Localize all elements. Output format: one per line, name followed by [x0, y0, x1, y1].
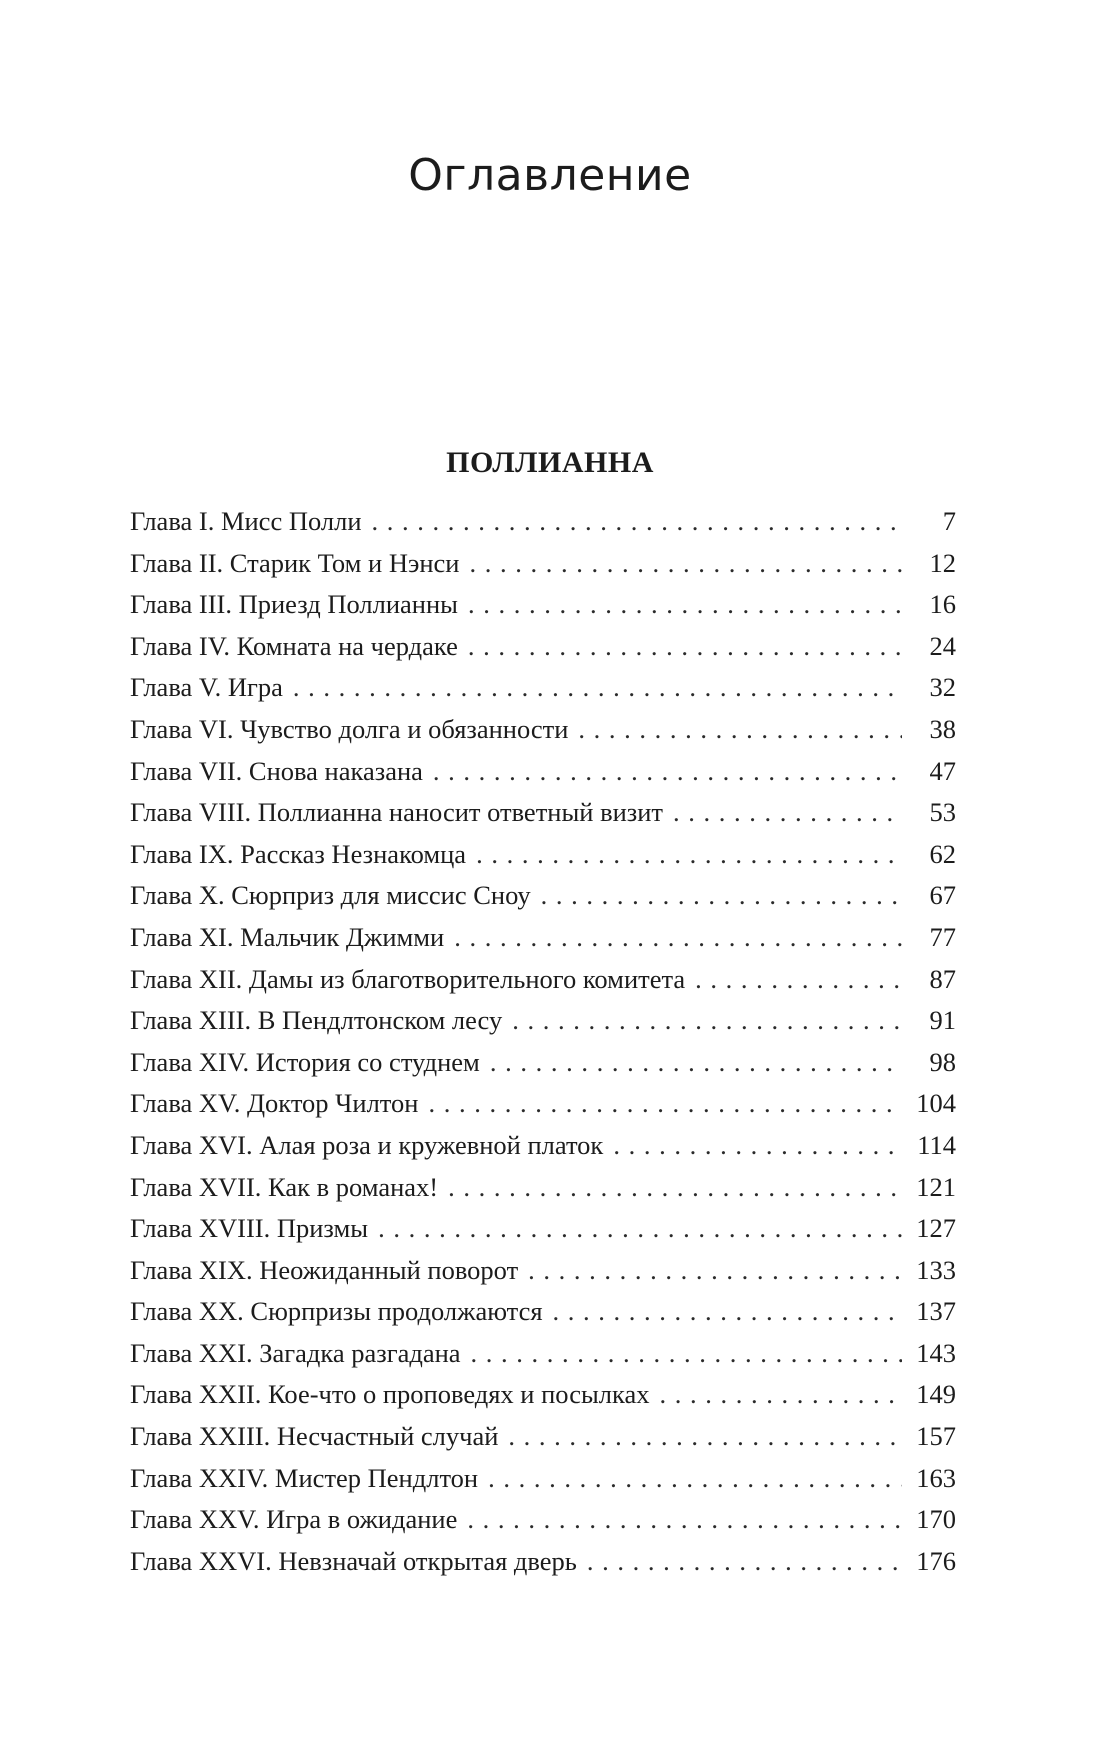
toc-entry-title: Глава XI. Мальчик Джимми — [130, 921, 445, 952]
dot-leader — [512, 1000, 902, 1042]
toc-entry[interactable] — [130, 917, 956, 959]
toc-entry-page-number: 32 — [929, 672, 956, 703]
toc-entry-title: Глава VI. Чувство долга и обязанности — [130, 713, 569, 744]
dot-leader — [433, 751, 902, 793]
toc-entry[interactable] — [130, 1291, 956, 1333]
toc-entry-title: Глава IX. Рассказ Незнакомца — [130, 838, 467, 869]
toc-entry-page-number: 170 — [916, 1504, 956, 1535]
toc-entry-title: Глава XII. Дамы из благотворительного комитета — [130, 963, 686, 994]
dot-leader — [372, 501, 903, 543]
toc-entry-title: Глава II. Старик Том и Нэнси — [130, 547, 460, 578]
toc-entry-page-number: 62 — [929, 838, 956, 869]
toc-entry-title: Глава XXIII. Несчастный случай — [130, 1421, 499, 1452]
toc-entry-page-number: 121 — [916, 1171, 956, 1202]
dot-leader — [673, 792, 902, 834]
section-title: ПОЛЛИАННА — [446, 446, 654, 479]
toc-entry-page-number: 127 — [916, 1213, 956, 1244]
toc-entry[interactable] — [130, 1083, 956, 1125]
toc-entry[interactable] — [130, 1333, 956, 1375]
toc-entry[interactable] — [130, 1374, 956, 1416]
dot-leader — [553, 1291, 902, 1333]
toc-entry[interactable] — [130, 751, 956, 793]
dot-leader — [659, 1374, 902, 1416]
dot-leader — [454, 917, 902, 959]
toc-entry[interactable] — [130, 875, 956, 917]
toc-entry[interactable] — [130, 1541, 956, 1583]
toc-entry-title: Глава XVII. Как в романах! — [130, 1171, 439, 1202]
toc-entry[interactable] — [130, 709, 956, 751]
toc-entry-title: Глава XXVI. Невзначай открытая дверь — [130, 1545, 577, 1576]
dot-leader — [528, 1250, 902, 1292]
toc-entry[interactable] — [130, 667, 956, 709]
toc-entry-title: Глава VII. Снова наказана — [130, 755, 423, 786]
toc-entry-page-number: 114 — [917, 1129, 956, 1160]
toc-entry[interactable] — [130, 1416, 956, 1458]
dot-leader — [613, 1125, 902, 1167]
toc-entry-page-number: 137 — [916, 1296, 956, 1327]
dot-leader — [469, 543, 902, 585]
toc-entry-page-number: 104 — [916, 1088, 956, 1119]
dot-leader — [490, 1042, 902, 1084]
dot-leader — [467, 1499, 902, 1541]
dot-leader — [378, 1208, 902, 1250]
toc-entry[interactable] — [130, 1499, 956, 1541]
dot-leader — [508, 1416, 902, 1458]
toc-entry[interactable] — [130, 1000, 956, 1042]
toc-entry-title: Глава XXIV. Мистер Пендлтон — [130, 1462, 479, 1493]
toc-entry-page-number: 157 — [916, 1421, 956, 1452]
dot-leader — [476, 834, 902, 876]
toc-entry-title: Глава XX. Сюрпризы продолжаются — [130, 1296, 543, 1327]
toc-entry[interactable] — [130, 501, 956, 543]
toc-entry[interactable] — [130, 626, 956, 668]
dot-leader — [541, 875, 902, 917]
toc-entry-title: Глава IV. Комната на чердаке — [130, 630, 458, 661]
toc-entry-title: Глава XIII. В Пендлтонском лесу — [130, 1005, 503, 1036]
toc-entry-page-number: 53 — [929, 797, 956, 828]
page-title: Оглавление — [408, 150, 692, 201]
dot-leader — [488, 1458, 902, 1500]
toc-entry-page-number: 176 — [916, 1545, 956, 1576]
toc-entry[interactable] — [130, 1458, 956, 1500]
toc-entry-page-number: 38 — [929, 713, 956, 744]
toc-entry-page-number: 12 — [929, 547, 956, 578]
toc-entry-page-number: 163 — [916, 1462, 956, 1493]
toc-entry[interactable] — [130, 834, 956, 876]
toc-entry[interactable] — [130, 1042, 956, 1084]
toc-entry-page-number: 91 — [929, 1005, 956, 1036]
toc-entry-page-number: 24 — [929, 630, 956, 661]
toc-entry-page-number: 67 — [929, 880, 956, 911]
toc-entry-title: Глава X. Сюрприз для миссис Сноу — [130, 880, 531, 911]
toc-entry[interactable] — [130, 1125, 956, 1167]
toc-entry-title: Глава XXI. Загадка разгадана — [130, 1337, 461, 1368]
dot-leader — [468, 584, 902, 626]
toc-entry-title: Глава III. Приезд Поллианны — [130, 589, 458, 620]
toc-entry-page-number: 149 — [916, 1379, 956, 1410]
toc-entry-page-number: 77 — [929, 921, 956, 952]
toc-entry-title: Глава XXII. Кое-что о проповедях и посылках — [130, 1379, 650, 1410]
dot-leader — [471, 1333, 902, 1375]
dot-leader — [293, 667, 902, 709]
dot-leader — [428, 1083, 902, 1125]
table-of-contents — [130, 501, 956, 1582]
toc-entry-title: Глава XIV. История со студнем — [130, 1046, 480, 1077]
toc-entry-page-number: 7 — [942, 506, 956, 536]
toc-entry-page-number: 87 — [929, 963, 956, 994]
toc-entry[interactable] — [130, 1250, 956, 1292]
toc-entry-page-number: 143 — [916, 1337, 956, 1368]
toc-entry-page-number: 16 — [929, 589, 956, 620]
toc-entry-title: Глава VIII. Поллианна наносит ответный визит — [130, 797, 663, 828]
toc-entry-page-number: 133 — [916, 1254, 956, 1285]
toc-entry[interactable] — [130, 584, 956, 626]
toc-entry[interactable] — [130, 1167, 956, 1209]
dot-leader — [468, 626, 902, 668]
dot-leader — [695, 959, 902, 1001]
dot-leader — [448, 1167, 902, 1209]
toc-entry-title: Глава I. Мисс Полли — [130, 506, 362, 536]
toc-entry[interactable] — [130, 543, 956, 585]
toc-entry-title: Глава XVIII. Призмы — [130, 1213, 369, 1244]
toc-entry-title: Глава XIX. Неожиданный поворот — [130, 1254, 519, 1285]
toc-entry[interactable] — [130, 959, 956, 1001]
toc-entry-title: Глава XVI. Алая роза и кружевной платок — [130, 1129, 604, 1160]
toc-entry-title: Глава V. Игра — [130, 672, 283, 703]
toc-entry-page-number: 98 — [929, 1046, 956, 1077]
toc-entry-page-number: 47 — [929, 755, 956, 786]
toc-entry-title: Глава XXV. Игра в ожидание — [130, 1504, 458, 1535]
dot-leader — [587, 1541, 902, 1583]
toc-entry[interactable] — [130, 792, 956, 834]
dot-leader — [578, 709, 902, 751]
toc-entry[interactable] — [130, 1208, 956, 1250]
toc-entry-title: Глава XV. Доктор Чилтон — [130, 1088, 419, 1119]
